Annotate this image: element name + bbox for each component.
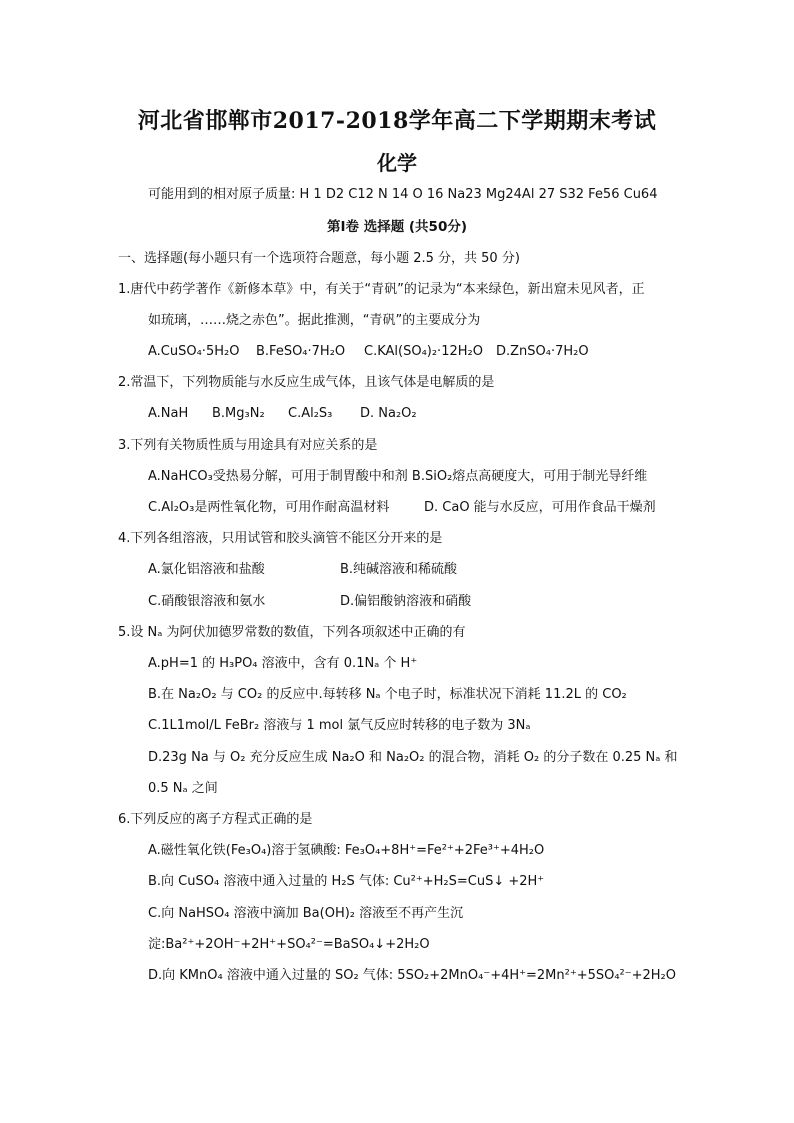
q3-option-ab: A.NaHCO₃受热易分解，可用于制胃酸中和剂 B.SiO₂熔点高硬度大，可用于制光导纤维 [148, 469, 648, 484]
q2-option-b: B.Mg₃N₂ [212, 406, 265, 421]
q2-options [148, 405, 417, 423]
q4-stem: 4.下列各组溶液，只用试管和胶头滴管不能区分开来的是 [118, 531, 443, 546]
q5-option-a: A.pH=1 的 H₃PO₄ 溶液中，含有 0.1Nₐ 个 H⁺ [148, 656, 418, 671]
q4-options-ab [148, 561, 457, 579]
q2-option-c: C.Al₂S₃ [288, 406, 333, 421]
q1-option-c: C.KAl(SO₄)₂·12H₂O [364, 344, 483, 359]
q3-option-d: D. CaO 能与水反应，可用作食品干燥剂 [424, 500, 656, 515]
q3-option-c: C.Al₂O₃是两性氧化物，可用作耐高温材料 [148, 500, 390, 515]
q2-stem: 2.常温下，下列物质能与水反应生成气体，且该气体是电解质的是 [118, 375, 495, 390]
q4-option-c: C.硝酸银溶液和氨水 [148, 594, 266, 609]
q1-option-d: D.ZnSO₄·7H₂O [496, 344, 589, 359]
atomic-masses-note: 可能用到的相对原子质量: H 1 D2 C12 N 14 O 16 Na23 Mg24Al 27 S32 Fe56 Cu64 [148, 187, 658, 202]
q5-option-d-line2: 0.5 Nₐ 之间 [148, 781, 218, 796]
part1-heading: 一、选择题(每小题只有一个选项符合题意，每小题 2.5 分，共 50 分) [118, 251, 520, 266]
q1-option-b: B.FeSO₄·7H₂O [256, 344, 346, 359]
q6-option-c-line1: C.向 NaHSO₄ 溶液中滴加 Ba(OH)₂ 溶液至不再产生沉 [148, 906, 464, 921]
q1-stem-line2: 如琉璃，……烧之赤色”。据此推测，“青矾”的主要成分为 [148, 313, 481, 328]
q2-option-a: A.NaH [148, 406, 189, 421]
q5-option-c: C.1L1mol/L FeBr₂ 溶液与 1 mol 氯气反应时转移的电子数为 3Nₐ [148, 718, 531, 733]
q1-options [148, 343, 589, 361]
q4-option-d: D.偏铝酸钠溶液和硝酸 [340, 594, 472, 609]
section-title: 第Ⅰ卷 选择题 (共50分) [326, 219, 468, 235]
q6-option-d: D.向 KMnO₄ 溶液中通入过量的 SO₂ 气体: 5SO₂+2MnO₄⁻+4H⁺=2Mn²⁺+5SO₄²⁻+2H₂O [148, 968, 677, 983]
q3-stem: 3.下列有关物质性质与用途具有对应关系的是 [118, 438, 378, 453]
q6-option-b: B.向 CuSO₄ 溶液中通入过量的 H₂S 气体: Cu²⁺+H₂S=CuS↓ +2H⁺ [148, 874, 545, 889]
subject-title: 化学 [377, 151, 417, 175]
q6-option-c-line2: 淀:Ba²⁺+2OH⁻+2H⁺+SO₄²⁻=BaSO₄↓+2H₂O [148, 937, 430, 952]
q5-stem: 5.设 Nₐ 为阿伏加德罗常数的数值，下列各项叙述中正确的有 [118, 625, 466, 640]
q3-options-cd [148, 499, 656, 517]
q5-option-b: B.在 Na₂O₂ 与 CO₂ 的反应中.每转移 Nₐ 个电子时，标准状况下消耗 11.2L 的 CO₂ [148, 687, 627, 702]
q5-option-d-line1: D.23g Na 与 O₂ 充分反应生成 Na₂O 和 Na₂O₂ 的混合物，消耗 O₂ 的分子数在 0.25 Nₐ 和 [148, 750, 678, 765]
q6-stem: 6.下列反应的离子方程式正确的是 [118, 812, 313, 827]
q2-option-d: D. Na₂O₂ [360, 406, 417, 421]
exam-title: 河北省邯郸市2017-2018学年高二下学期期末考试 [137, 108, 657, 134]
q4-options-cd [148, 593, 471, 611]
q4-option-b: B.纯碱溶液和稀硫酸 [340, 562, 458, 577]
q6-option-a: A.磁性氧化铁(Fe₃O₄)溶于氢碘酸: Fe₃O₄+8H⁺=Fe²⁺+2Fe³⁺+4H₂O [148, 843, 545, 858]
q1-stem-line1: 1.唐代中药学著作《新修本草》中，有关于“青矾”的记录为“本来绿色，新出窟未见风者，正 [118, 282, 645, 297]
q1-option-a: A.CuSO₄·5H₂O [148, 344, 240, 359]
q4-option-a: A.氯化铝溶液和盐酸 [148, 562, 265, 577]
